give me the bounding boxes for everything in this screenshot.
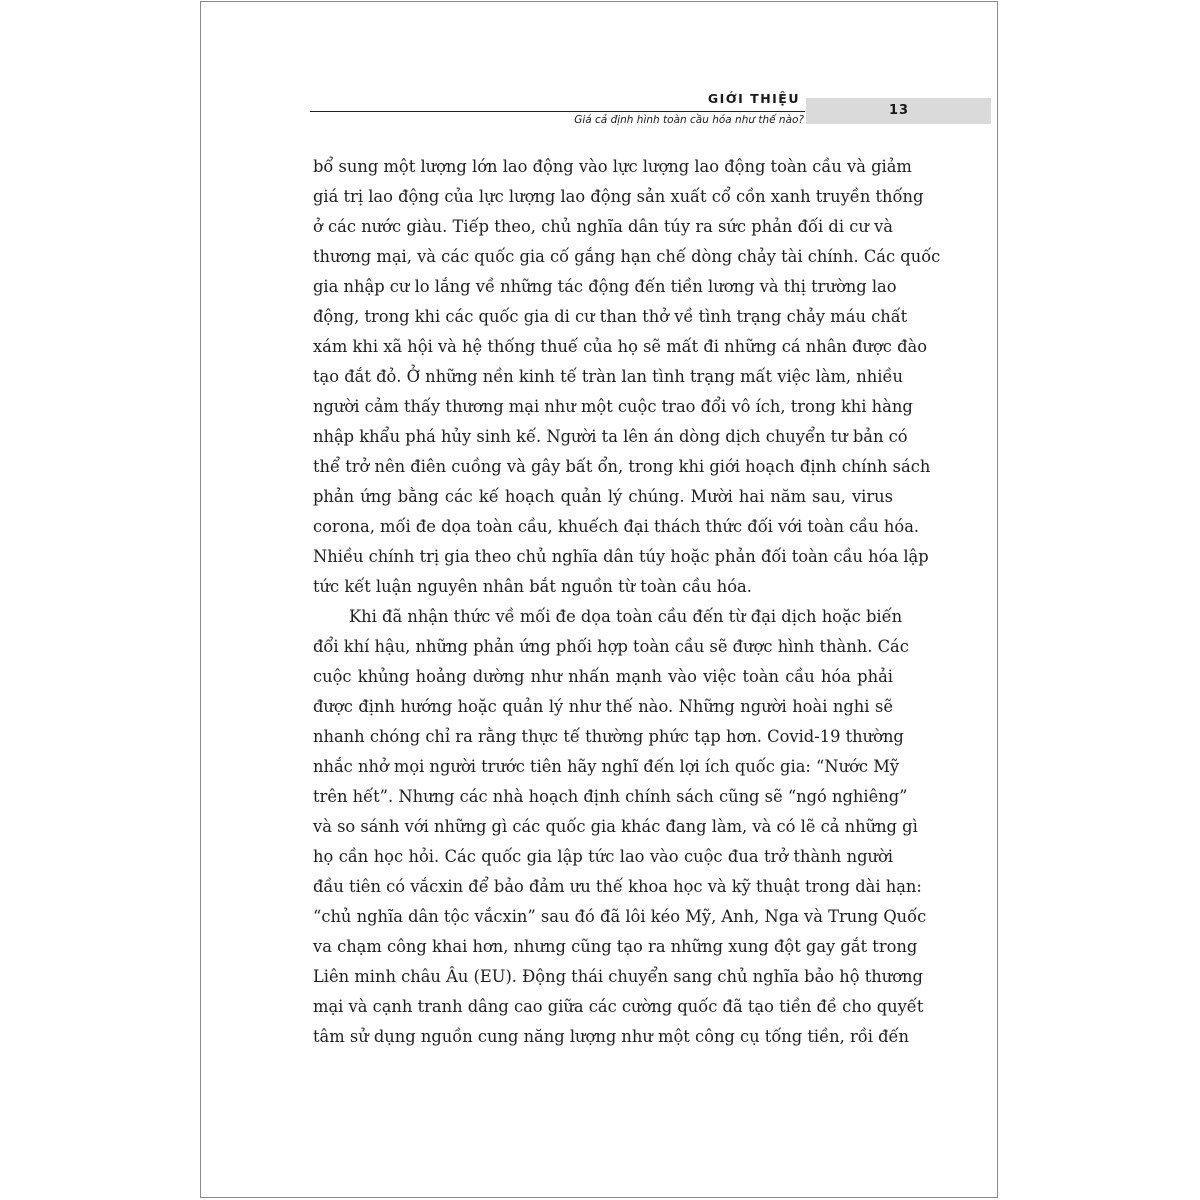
text-line: tức kết luận nguyên nhân bắt nguồn từ toàn cầu hóa. — [313, 577, 752, 596]
text-line: và so sánh với những gì các quốc gia khác đang làm, và có lẽ cả những gì — [313, 817, 918, 836]
text-line: thể trở nên điên cuồng và gây bất ổn, trong khi giới hoạch định chính sách — [313, 457, 931, 476]
text-line: ở các nước giàu. Tiếp theo, chủ nghĩa dân túy ra sức phản đối di cư và — [313, 217, 893, 236]
chapter-title: GIỚI THIỆU — [707, 91, 800, 106]
text-line: cuộc khủng hoảng dường như nhấn mạnh vào việc toàn cầu hóa phải — [313, 667, 893, 686]
header-rule — [310, 111, 805, 112]
text-line: họ cần học hỏi. Các quốc gia lập tức lao vào cuộc đua trở thành người — [313, 847, 893, 866]
text-line: bổ sung một lượng lớn lao động vào lực lượng lao động toàn cầu và giảm — [313, 157, 912, 176]
text-line: được định hướng hoặc quản lý như thế nào. Những người hoài nghi sẽ — [313, 697, 893, 716]
running-head-subtitle: Giá cả định hình toàn cầu hóa như thế nào? — [574, 114, 804, 126]
text-line: người cảm thấy thương mại như một cuộc trao đổi vô ích, trong khi hàng — [313, 397, 913, 416]
text-line: nhanh chóng chỉ ra rằng thực tế thường phức tạp hơn. Covid-19 thường — [313, 727, 904, 746]
text-line: “chủ nghĩa dân tộc vắcxin” sau đó đã lôi kéo Mỹ, Anh, Nga và Trung Quốc — [313, 907, 927, 926]
text-line: thương mại, và các quốc gia cố gắng hạn chế dòng chảy tài chính. Các quốc — [313, 247, 941, 266]
text-line: Liên minh châu Âu (EU). Động thái chuyển sang chủ nghĩa bảo hộ thương — [313, 967, 923, 986]
text-line: phản ứng bằng các kế hoạch quản lý chúng. Mười hai năm sau, virus — [313, 487, 893, 506]
text-line: nhắc nhở mọi người trước tiên hãy nghĩ đến lợi ích quốc gia: “Nước Mỹ — [313, 757, 900, 776]
text-line: tạo đắt đỏ. Ở những nền kinh tế tràn lan tình trạng mất việc làm, nhiều — [313, 367, 903, 386]
page-number: 13 — [888, 103, 910, 118]
text-line: nhập khẩu phá hủy sinh kế. Người ta lên án dòng dịch chuyển tư bản có — [313, 427, 908, 446]
text-line: Khi đã nhận thức về mối đe dọa toàn cầu đến từ đại dịch hoặc biến — [349, 607, 903, 626]
text-line: xám khi xã hội và hệ thống thuế của họ sẽ mất đi những cá nhân được đào — [313, 337, 927, 356]
text-line: đầu tiên có vắcxin để bảo đảm ưu thế khoa học và kỹ thuật trong dài hạn: — [313, 877, 922, 896]
text-line: động, trong khi các quốc gia di cư than thở về tình trạng chảy máu chất — [313, 307, 908, 326]
text-line: giá trị lao động của lực lượng lao động sản xuất cổ cồn xanh truyền thống — [313, 187, 924, 206]
text-line: đổi khí hậu, những phản ứng phối hợp toàn cầu sẽ được hình thành. Các — [313, 637, 909, 656]
text-line: mại và cạnh tranh dâng cao giữa các cường quốc đã tạo tiền đề cho quyết — [313, 997, 924, 1016]
text-line: corona, mối đe dọa toàn cầu, khuếch đại thách thức đối với toàn cầu hóa. — [313, 517, 920, 536]
text-line: Nhiều chính trị gia theo chủ nghĩa dân túy hoặc phản đối toàn cầu hóa lập — [313, 547, 929, 566]
text-line: va chạm công khai hơn, nhưng cũng tạo ra những xung đột gay gắt trong — [313, 937, 918, 956]
body-text — [313, 152, 941, 1052]
text-line: trên hết”. Nhưng các nhà hoạch định chính sách cũng sẽ “ngó nghiêng” — [313, 787, 908, 806]
text-line: gia nhập cư lo lắng về những tác động đến tiền lương và thị trường lao — [313, 277, 897, 296]
text-line: tâm sử dụng nguồn cung năng lượng như một công cụ tống tiền, rồi đến — [313, 1027, 910, 1046]
